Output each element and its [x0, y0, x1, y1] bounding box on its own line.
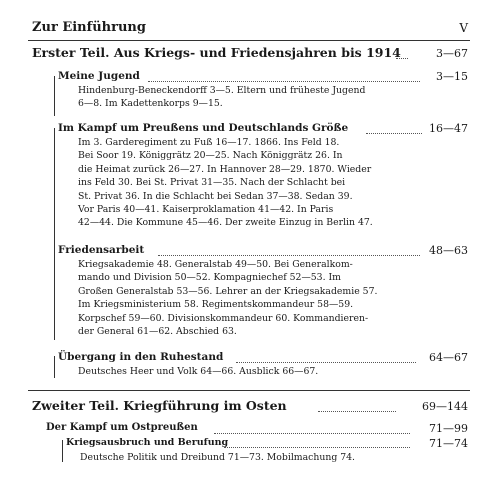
body-line: Korpschef 59—60. Divisionskommandeur 60. Kommandieren- — [78, 312, 369, 324]
rule-after-part1 — [28, 390, 470, 391]
body-line: mando und Division 50—52. Kompagniechef 52—53. Im — [78, 272, 342, 284]
section-pages-jugend: 3—15 — [436, 70, 468, 83]
body-line: Bei Soor 19. Königgrätz 20—25. Nach Königgrätz 26. In — [78, 150, 343, 162]
subsection-bracket-kriegsausbruch — [62, 440, 63, 462]
rule-after-intro — [28, 40, 470, 41]
body-line: Hindenburg-Beneckendorff 3—5. Eltern und früheste Jugend — [78, 85, 366, 96]
part2-leader-dots — [318, 411, 396, 412]
section-title-jugend: Meine Jugend — [58, 70, 140, 82]
body-line: Großen Generalstab 53—56. Lehrer an der Kriegsakademie 57. — [78, 285, 378, 297]
leader-dots-kampf — [366, 133, 422, 134]
body-line: Deutsches Heer und Volk 64—66. Ausblick 66—67. — [78, 366, 319, 377]
body-line: 6—8. Im Kadettenkorps 9—15. — [78, 98, 223, 110]
body-line: St. Privat 36. In die Schlacht bei Sedan 37—38. Sedan 39. — [78, 190, 353, 202]
section-body-frieden — [78, 258, 377, 338]
subsection-title-kriegsausbruch: Kriegsausbruch und Berufung — [66, 437, 229, 448]
leader-dots-kriegsausbruch — [224, 447, 410, 448]
section-title-ostpreussen: Der Kampf um Ostpreußen — [46, 422, 198, 433]
section-pages-kampf: 16—47 — [429, 122, 468, 135]
leader-dots-frieden — [158, 255, 420, 256]
part2-title: Zweiter Teil. Kriegführung im Osten — [32, 398, 287, 413]
body-line: 42—44. Die Kommune 45—46. Der zweite Einzug in Berlin 47. — [78, 217, 373, 229]
section-body-ruhestand — [78, 365, 318, 378]
part2-pages: 69—144 — [422, 400, 468, 413]
section-bracket-ruhestand — [54, 356, 55, 378]
body-line: Vor Paris 40—41. Kaiserproklamation 41—42. In Paris — [78, 203, 334, 215]
leader-dots-jugend — [148, 81, 420, 82]
section-bracket-jugend — [54, 76, 55, 116]
section-bracket-kampf — [54, 128, 55, 268]
section-pages-ostpreussen: 71—99 — [429, 422, 468, 435]
leader-dots-ostpreussen — [214, 433, 410, 434]
body-line: Im Kriegsministerium 58. Regimentskommandeur 58—59. — [78, 299, 354, 311]
section-title-kampf: Im Kampf um Preußens und Deutschlands Größe — [58, 122, 349, 134]
section-title-ruhestand: Übergang in den Ruhestand — [58, 351, 224, 363]
section-body-jugend — [78, 84, 365, 111]
intro-title: Zur Einführung — [32, 20, 146, 35]
leader-dots-ruhestand — [236, 362, 416, 363]
section-body-kampf — [78, 136, 373, 230]
subsection-body-kriegsausbruch — [80, 451, 355, 464]
section-bracket-frieden — [54, 250, 55, 340]
body-line: ins Feld 30. Bei St. Privat 31—35. Nach der Schlacht bei — [78, 177, 346, 189]
body-line: Deutsche Politik und Dreibund 71—73. Mobilmachung 74. — [80, 452, 356, 463]
section-pages-frieden: 48—63 — [429, 244, 468, 257]
part1-pages: 3—67 — [436, 47, 468, 60]
body-line: die Heimat zurück 26—27. In Hannover 28—29. 1870. Wieder — [78, 163, 372, 175]
body-line: Im 3. Garderegiment zu Fuß 16—17. 1866. Ins Feld 18. — [78, 137, 340, 148]
section-pages-ruhestand: 64—67 — [429, 351, 468, 364]
subsection-pages-kriegsausbruch: 71—74 — [429, 437, 468, 450]
part1-leader-dots — [396, 58, 408, 59]
body-line: Kriegsakademie 48. Generalstab 49—50. Bei Generalkom- — [78, 259, 353, 270]
body-line: der General 61—62. Abschied 63. — [78, 325, 237, 337]
part1-title: Erster Teil. Aus Kriegs- und Friedensjahren bis 1914 — [32, 45, 401, 60]
section-title-frieden: Friedensarbeit — [58, 244, 145, 256]
intro-page-number: V — [459, 21, 468, 35]
